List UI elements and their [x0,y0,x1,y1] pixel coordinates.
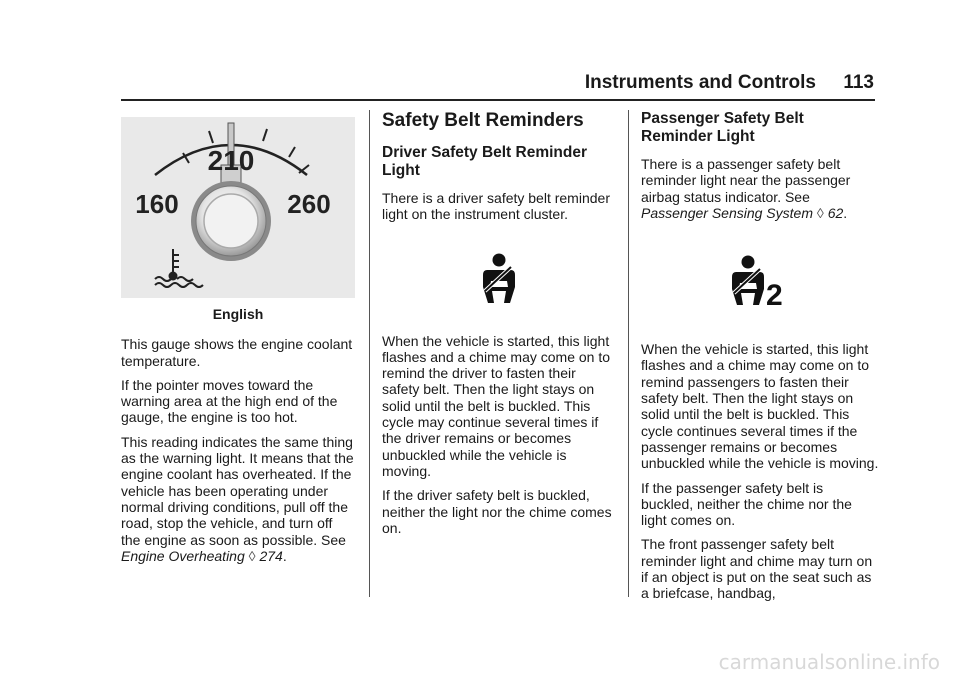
paragraph: This gauge shows the engine coolant temperature. [121,336,353,369]
page-ref-number[interactable]: 62 [827,204,844,221]
paragraph: If the driver safety belt is buckled, neither the light nor the chime comes on. [382,487,612,536]
paragraph: If the passenger safety belt is buckled, neither the chime nor the light comes on. [641,479,852,529]
column-divider [369,110,370,597]
subsection-heading: Passenger Safety Belt Reminder Light [641,110,804,145]
coolant-gauge-illustration [121,117,355,298]
page-ref-icon: ◊ [248,547,256,564]
gauge-caption: English [212,306,264,322]
passenger-seatbelt-icon [641,255,879,307]
gauge-label-high: 260 [287,189,331,219]
paragraph: The front passenger safety belt reminder light and chime may turn on if an object is put on the seat such as a briefcase, handbag, [641,536,873,602]
coolant-temp-icon [155,249,203,287]
page-ref-icon: ◊ [816,204,824,221]
paragraph: There is a driver safety belt reminder light on the instrument cluster. [382,190,610,223]
column-3 [641,110,879,610]
section-heading: Safety Belt Reminders [382,110,584,131]
engine-overheating-link[interactable]: Engine Overheating [121,547,245,564]
page-ref-number[interactable]: 274 [259,547,283,564]
paragraph: There is a passenger safety belt reminder light near the passenger airbag status indicator. See Passenger Sensing System ◊ 62. [641,156,851,221]
subsection-heading: Driver Safety Belt Reminder Light [382,144,588,179]
paragraph: This reading indicates the same thing as the warning light. It means that the engine coolant has overheated. If the vehicle has been operating under normal driving conditions, pull off the road, stop the vehicle, and turn off the engine as soon as possible. See Engine Overheating ◊ 274. [121,433,354,564]
paragraph: If the pointer moves toward the warning area at the high end of the gauge, the engine is too hot. [121,376,338,426]
gauge-label-mid: 210 [207,145,255,176]
paragraph: When the vehicle is started, this light flashes and a chime may come on to remind passengers to fasten their safety belt. Then the light stays on solid until the belt is buckled. This cycle continues several times if the passenger remains or becomes unbuckled while the vehicle is moving. [641,341,879,472]
column-2 [382,110,616,544]
passenger-number: 2 [766,279,783,308]
passenger-sensing-link[interactable]: Passenger Sensing System [641,204,813,221]
page-header [0,0,960,100]
column-1 [121,117,355,572]
watermark: carmanualsonline.info [718,650,940,674]
paragraph: When the vehicle is started, this light flashes and a chime may come on to remind the driver to fasten their safety belt. Then the light stays on solid until the belt is buckled. This cycle may continue several times if the driver remains or becomes unbuckled while the vehicle is moving. [382,332,611,479]
column-divider [628,110,629,597]
header-rule [121,99,875,101]
section-title: Instruments and Controls [584,72,816,93]
coolant-gauge-icon [121,117,355,298]
gauge-label-low: 160 [135,189,179,219]
page-number: 113 [843,72,874,93]
driver-seatbelt-icon [382,253,616,305]
